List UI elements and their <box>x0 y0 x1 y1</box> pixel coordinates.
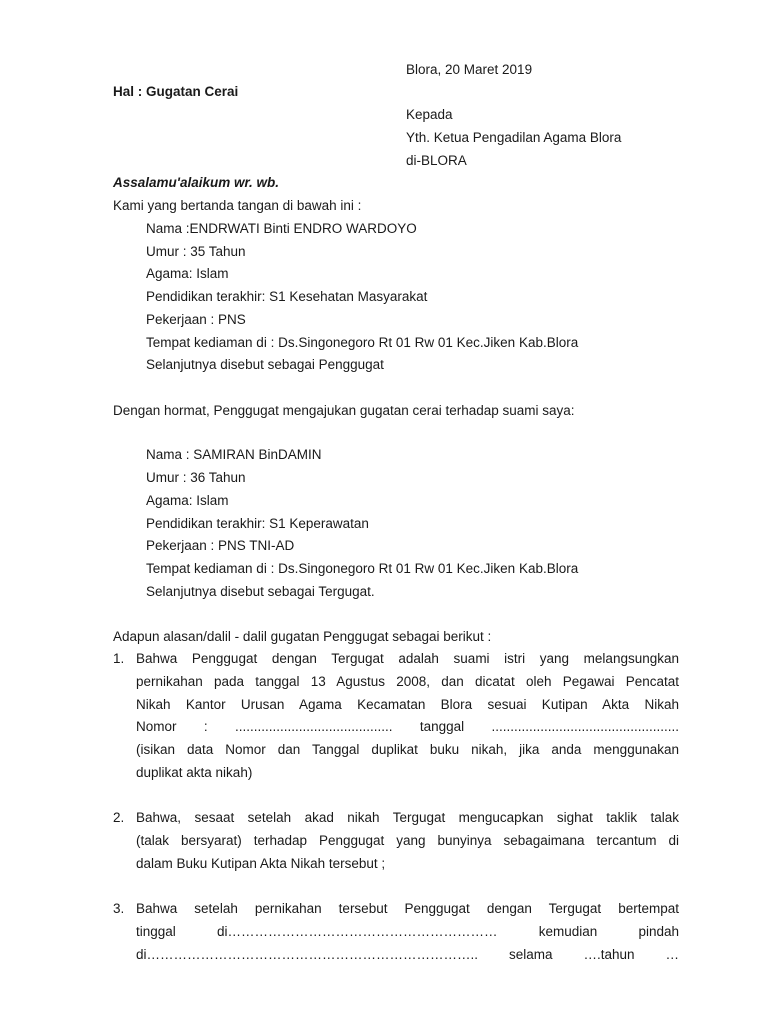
defendant-religion: Agama: Islam <box>146 493 229 508</box>
plaintiff-job: Pekerjaan : PNS <box>146 312 246 327</box>
defendant-referred: Selanjutnya disebut sebagai Tergugat. <box>146 584 375 599</box>
point-1-number: 1. <box>113 651 125 666</box>
plaintiff-residence: Tempat kediaman di : Ds.Singonegoro Rt 01 Rw 01 Kec.Jiken Kab.Blora <box>146 335 579 350</box>
subject-line: Hal : Gugatan Cerai <box>113 84 239 99</box>
point-2-line: Bahwa, sesaat setelah akad nikah Tergugat mengucapkan sighat taklik talak <box>136 810 679 825</box>
plaintiff-religion: Agama: Islam <box>146 266 229 281</box>
point-1-line: Nikah Kantor Urusan Agama Kecamatan Blora sesuai Kutipan Akta Nikah <box>136 697 679 712</box>
intro-text: Kami yang bertanda tangan di bawah ini : <box>113 198 362 213</box>
point-3-line: Bahwa setelah pernikahan tersebut Penggugat dengan Tergugat bertempat <box>136 901 679 916</box>
plaintiff-referred: Selanjutnya disebut sebagai Penggugat <box>146 357 384 372</box>
point-2-line: dalam Buku Kutipan Akta Nikah tersebut ; <box>136 856 386 871</box>
addressee-label: Kepada <box>406 107 453 122</box>
point-1-line: (isikan data Nomor dan Tanggal duplikat buku nikah, jika anda menggunakan <box>136 742 679 757</box>
defendant-name: Nama : SAMIRAN BinDAMIN <box>146 447 322 462</box>
plaintiff-name: Nama :ENDRWATI Binti ENDRO WARDOYO <box>146 221 417 236</box>
point-3-line: di……………………………………………………………….. selama ….tahun … <box>136 947 679 962</box>
defendant-residence: Tempat kediaman di : Ds.Singonegoro Rt 01 Rw 01 Kec.Jiken Kab.Blora <box>146 561 579 576</box>
point-3-number: 3. <box>113 901 125 916</box>
point-2-line: (talak bersyarat) terhadap Penggugat yang bunyinya sebagaimana tercantum di <box>136 833 679 848</box>
point-1-line: Nomor : .......................................... tanggal .................................................. <box>136 719 679 734</box>
defendant-job: Pekerjaan : PNS TNI-AD <box>146 538 295 553</box>
respect-statement: Dengan hormat, Penggugat mengajukan gugatan cerai terhadap suami saya: <box>113 403 575 418</box>
point-1-line: Bahwa Penggugat dengan Tergugat adalah suami istri yang melangsungkan <box>136 651 679 666</box>
plaintiff-age: Umur : 35 Tahun <box>146 244 246 259</box>
point-1-line: pernikahan pada tanggal 13 Agustus 2008, dan dicatat oleh Pegawai Pencatat <box>136 674 679 689</box>
reasons-intro: Adapun alasan/dalil - dalil gugatan Penggugat sebagai berikut : <box>113 629 492 644</box>
recipient: Yth. Ketua Pengadilan Agama Blora <box>406 130 622 145</box>
recipient-location: di-BLORA <box>406 153 467 168</box>
place-date: Blora, 20 Maret 2019 <box>406 62 533 77</box>
point-1-line: duplikat akta nikah) <box>136 765 253 780</box>
defendant-education: Pendidikan terakhir: S1 Keperawatan <box>146 516 369 531</box>
greeting: Assalamu'alaikum wr. wb. <box>113 175 280 190</box>
plaintiff-education: Pendidikan terakhir: S1 Kesehatan Masyarakat <box>146 289 428 304</box>
point-3-line: tinggal di…………………………………………………… kemudian pindah <box>136 924 679 939</box>
defendant-age: Umur : 36 Tahun <box>146 470 246 485</box>
point-2-number: 2. <box>113 810 125 825</box>
